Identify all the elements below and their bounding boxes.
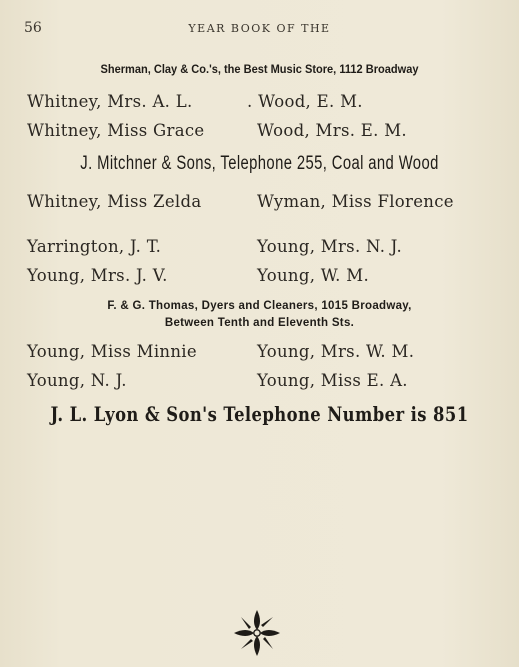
directory-row [0, 192, 519, 218]
directory-row [0, 237, 519, 263]
directory-name-left: Yarrington, J. T. [27, 237, 162, 256]
directory-name-left: Young, N. J. [27, 371, 127, 390]
ad-sherman-clay: Sherman, Clay & Co.'s, the Best Music Store, 1112 Broadway [100, 62, 419, 76]
page-number: 56 [24, 20, 42, 36]
directory-row [0, 92, 519, 118]
directory-name-left: Whitney, Miss Grace [27, 121, 205, 140]
directory-name-left: Young, Miss Minnie [27, 342, 197, 361]
directory-name-right: . Wood, E. M. [247, 92, 363, 111]
directory-row [0, 266, 519, 292]
directory-name-left: Whitney, Mrs. A. L. [27, 92, 193, 111]
page-header [0, 18, 519, 42]
directory-row [0, 371, 519, 397]
ad-thomas-line-2: Between Tenth and Eleventh Sts. [164, 317, 355, 329]
fleuron-icon [232, 608, 282, 658]
ad-lyon: J. L. Lyon & Son's Telephone Number is 851 [50, 402, 469, 426]
directory-name-left: Whitney, Miss Zelda [27, 192, 202, 211]
directory-name-right: Wyman, Miss Florence [257, 192, 454, 211]
directory-name-right: Young, Mrs. N. J. [257, 237, 402, 256]
ad-thomas-dyers [0, 298, 519, 332]
directory-name-right: Young, Miss E. A. [257, 371, 408, 390]
directory-name-right: Young, Mrs. W. M. [257, 342, 415, 361]
directory-row [0, 121, 519, 147]
ad-mitchner: J. Mitchner & Sons, Telephone 255, Coal and Wood [80, 153, 439, 174]
directory-name-left: Young, Mrs. J. V. [27, 266, 168, 285]
directory-name-right: Young, W. M. [257, 266, 370, 285]
directory-name-right: Wood, Mrs. E. M. [257, 121, 407, 140]
ad-thomas-line-1: F. & G. Thomas, Dyers and Cleaners, 1015 Broadway, [107, 300, 412, 312]
running-head: YEAR BOOK OF THE [188, 22, 331, 35]
directory-row [0, 342, 519, 368]
